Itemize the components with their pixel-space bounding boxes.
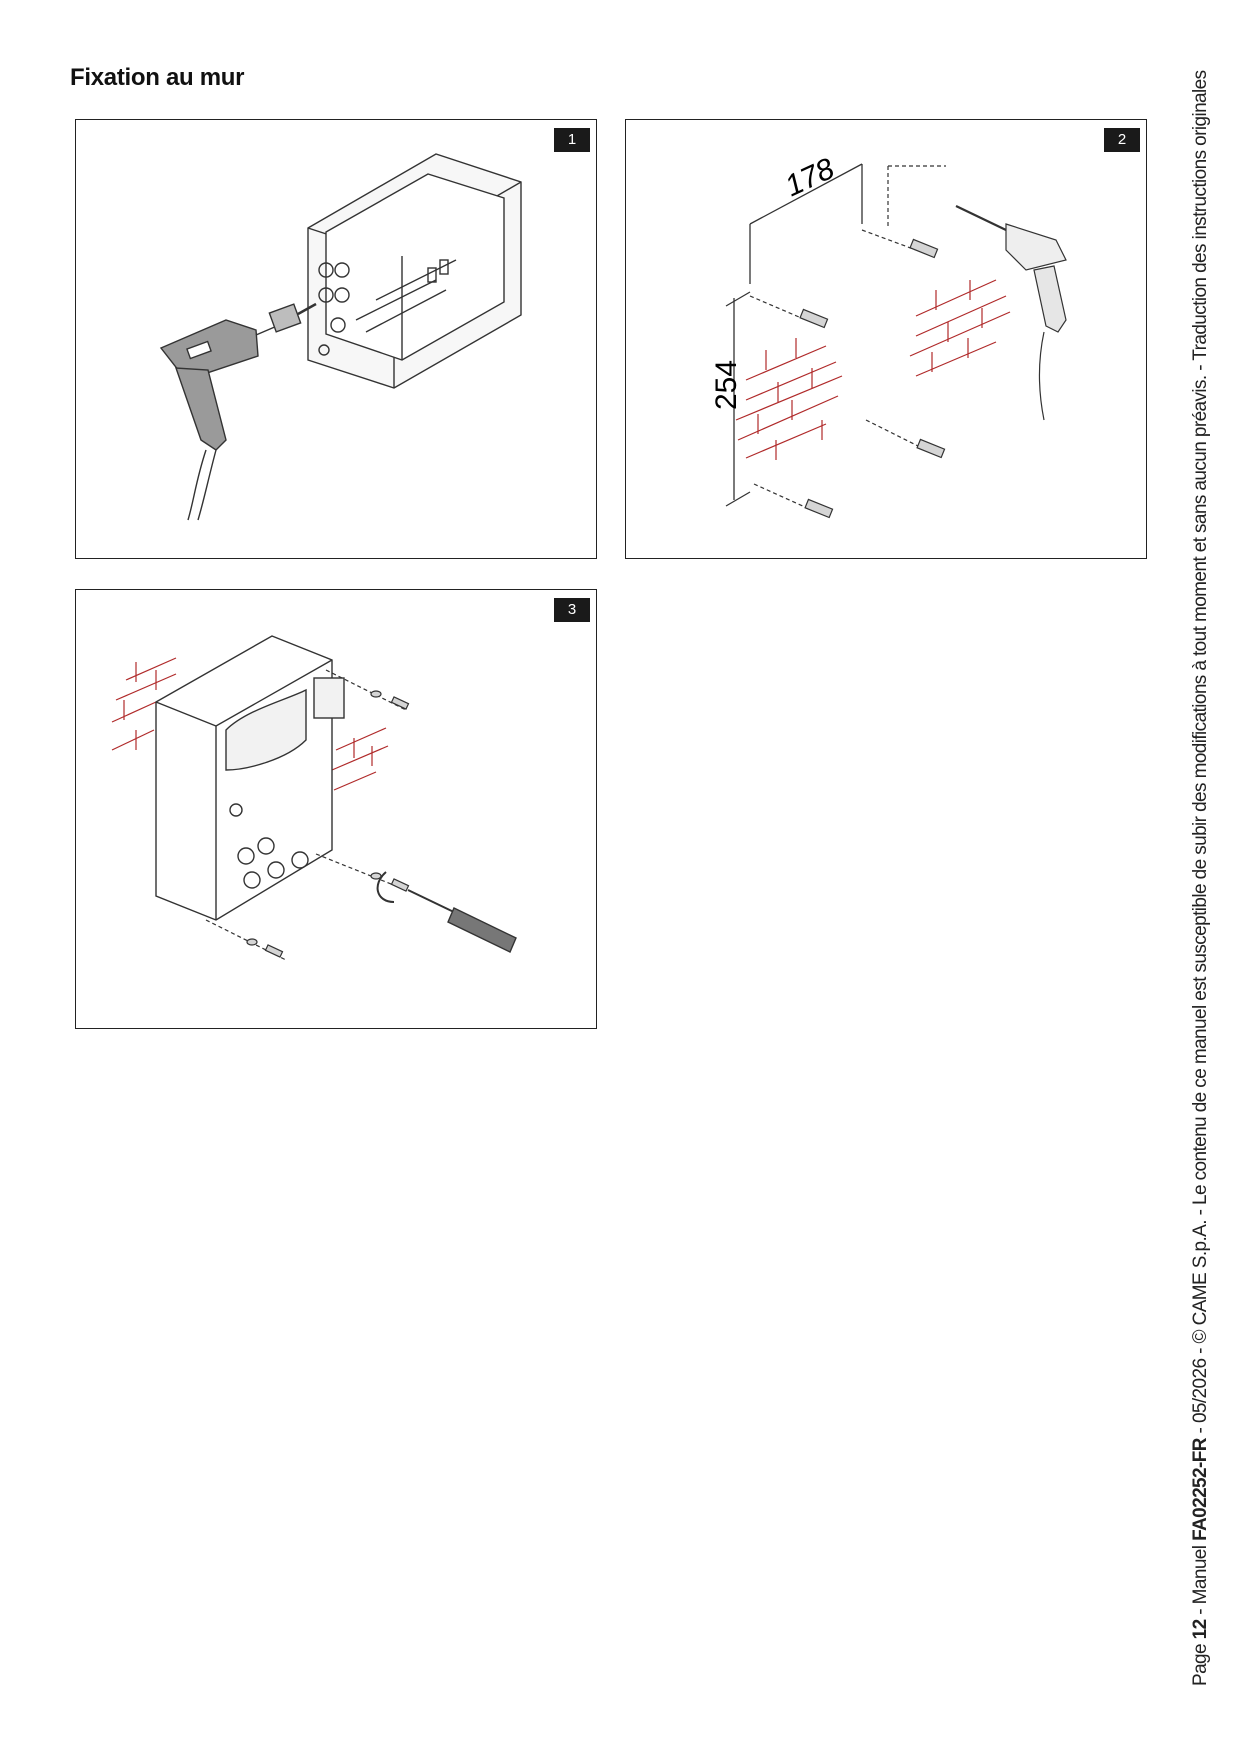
dimension-height-label: 254	[710, 359, 743, 410]
page-title: Fixation au mur	[70, 64, 245, 91]
dimension-width-label: 178	[780, 152, 840, 204]
figure-panel-2	[625, 119, 1147, 559]
footer-vertical-text: Page 12 - Manuel FA02252-FR - 05/2026 - © CAME S.p.A. - Le contenu de ce manuel est susceptible de subir des modifications à tout moment et sans aucun préavis. - Traduction des instructions originales	[1190, 70, 1211, 1686]
wall-drilling-dimensions-illustration	[626, 120, 1146, 558]
screw-enclosure-illustration	[76, 590, 596, 1028]
figure-number-badge: 1	[554, 128, 590, 152]
figure-number-badge: 2	[1104, 128, 1140, 152]
figure-panel-1	[75, 119, 597, 559]
figure-number-badge: 3	[554, 598, 590, 622]
drill-enclosure-illustration	[76, 120, 596, 558]
figure-panel-3	[75, 589, 597, 1029]
